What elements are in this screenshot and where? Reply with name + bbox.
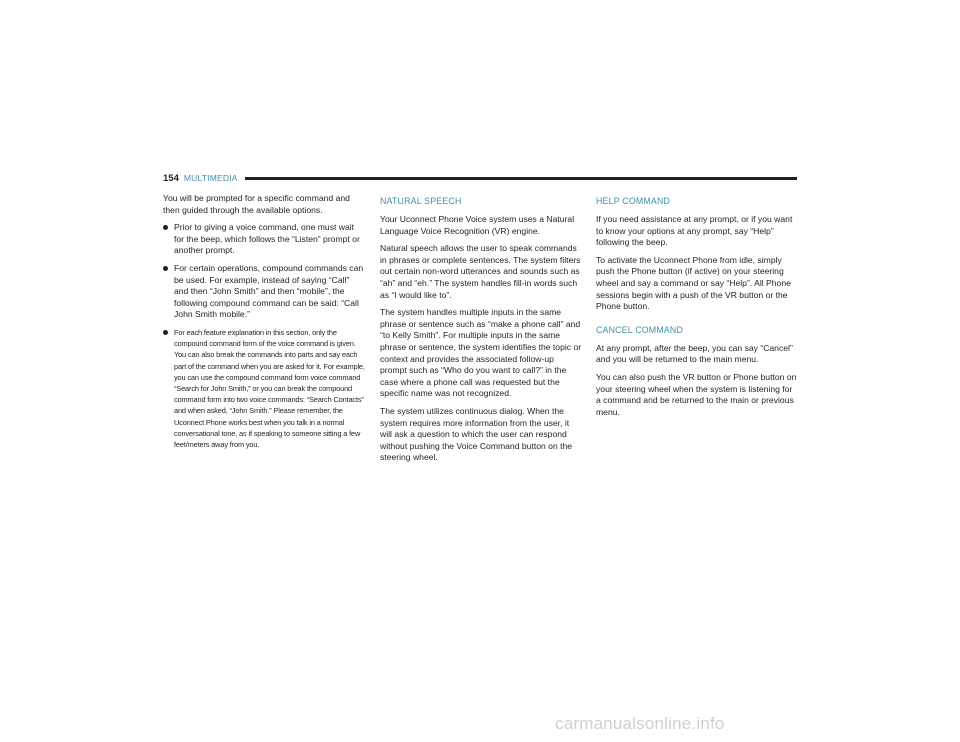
list-item-text: For each feature explanation in this section, only the compound command form of the voice command is given. You can also break the commands into parts and say each part of the command when you are asked for it. For example, you can use the compound command form voice command “Search for John Smith,” or you can break the compound command form into two voice commands: “Search Contacts” and when asked, “John Smith.” Please remember, the Uconnect Phone works best when you talk in a normal conversational tone, as if speaking to someone sitting a few feet/meters away from you. bbox=[174, 327, 365, 449]
paragraph: You can also push the VR button or Phone button on your steering wheel when the system is listening for a command and be returned to the main or previous menu. bbox=[596, 371, 797, 417]
section-title: MULTIMEDIA bbox=[183, 173, 238, 183]
cancel-command-heading: CANCEL COMMAND bbox=[596, 324, 684, 335]
list-item-text: For certain operations, compound commands can be used. For example, instead of saying “Call” and then “John Smith” and then “mobile”, the following compound command can be said: “Call John Smith mobile.” bbox=[174, 262, 364, 320]
paragraph: The system handles multiple inputs in the same phrase or sentence such as “make a phone call” and “to Kelly Smith”. For multiple inputs in the same phrase or sentence, the system identifies the topic or context and provides the associated follow-up prompt such as “Who do you want to call?” in the case where a phone call was requested but the specific name was not recognized. bbox=[380, 307, 582, 399]
column-middle bbox=[380, 193, 582, 470]
paragraph: To activate the Uconnect Phone from idle, simply push the Phone button (if active) on your steering wheel and say a command or say “Help”. All Phone sessions begin with a push of the VR button or the Phone button. bbox=[596, 254, 791, 312]
column-left bbox=[163, 193, 365, 456]
page-header bbox=[163, 171, 797, 185]
bullet-icon bbox=[163, 330, 168, 335]
intro-paragraph: You will be prompted for a specific command and then guided through the available options. bbox=[163, 193, 350, 215]
list-item bbox=[163, 263, 365, 321]
tips-list bbox=[163, 222, 365, 450]
paragraph: The system utilizes continuous dialog. When the system requires more information from the user, it will ask a question to which the user can respond without pushing the Voice Command button on the steering wheel. bbox=[380, 405, 573, 463]
watermark: carmanualsonline.info bbox=[555, 714, 725, 733]
bullet-icon bbox=[163, 225, 168, 230]
paragraph: If you need assistance at any prompt, or if you want to know your options at any prompt, say “Help” following the beep. bbox=[596, 214, 793, 248]
list-item bbox=[163, 327, 365, 450]
paragraph: At any prompt, after the beep, you can say “Cancel” and you will be returned to the main menu. bbox=[596, 342, 793, 365]
column-right bbox=[596, 193, 798, 424]
list-item-text: Prior to giving a voice command, one must wait for the beep, which follows the “Listen” prompt or another prompt. bbox=[174, 222, 360, 256]
header-rule bbox=[245, 177, 797, 180]
paragraph: Natural speech allows the user to speak commands in phrases or complete sentences. The system filters out certain non-word utterances and sounds such as “ah” and “eh.” The system handles fill-in words such as “I would like to”. bbox=[380, 243, 581, 300]
bullet-icon bbox=[163, 266, 168, 271]
natural-speech-heading: NATURAL SPEECH bbox=[380, 196, 462, 206]
help-command-heading: HELP COMMAND bbox=[596, 196, 671, 206]
list-item bbox=[163, 222, 365, 257]
page-number: 154 bbox=[163, 172, 179, 184]
paragraph: Your Uconnect Phone Voice system uses a Natural Language Voice Recognition (VR) engine. bbox=[380, 214, 575, 236]
